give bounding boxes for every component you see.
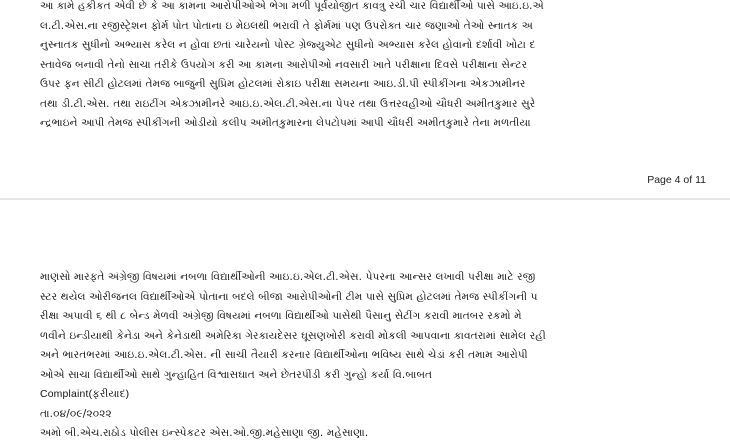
text-line: તથા ડી.ટી.એસ. તથા રાઇટીંગ એકઝામીનરે આઇ.ઇ.એલ.ટી.એસ.ના પેપર તથા ઉત્તરવહીઓ ચૌધરી અમીતકુમાર સુરે xyxy=(40,97,536,110)
text-line: ન્દ્રભાઇને આપી તેમજ સ્પીકીંગની ઓડીયો કલીપ અમીતકુમારના લેપટોપમાં આપી ચૌધરી અમીતકુમારે તેના મળતીયા xyxy=(40,117,531,129)
text-line: સ્તાવેજ બનાવી તેનો સાચા તરીકે ઉપયોગ કરી આ કામના આરોપીઓ નવસારી ખાતે પરીક્ષાના દિવસે પરીક્ષાના સેન્ટર xyxy=(40,58,528,71)
text-line: ઉપર ફન સીટી હોટલમાં તેમજ બાજુની સુપ્રિમ હોટલમાં રોકાઇ પરીક્ષા સમયના આઇ.ડી.પી સ્પીકીંગના એકઝામીનર xyxy=(40,78,526,90)
text-line: રીક્ષા અપાવી ૬ થી ૮ બેન્ડ મેળવી અંગ્રેજી વિષયમાં નબળા વિદ્યાર્થીઓ પાસેથી પૈસાનુ સેટીંગ કરાવી માતબર રકમો મે xyxy=(40,310,522,322)
fir-paragraph-bottom xyxy=(40,268,705,444)
text-line: આ કામે હકીકત એવી છે કે આ કામના આરોપીઓએ ભેગા મળી પૂર્વયોજીત કાવત્રુ રચી ચાર વિદ્યાર્થીઓ પાસે આઇ.ઇ.એ xyxy=(40,0,544,12)
text-line: સ્ટર થયેલ ઓરીજનલ વિદ્યાર્થીઓએ પોતાના બદલે બીજા આરોપીઓની ટીમ પાસે સુપ્રિમ હોટલમાં તેમજ સ્પીકીંગની પ xyxy=(40,290,538,303)
complaint-heading: Complaint(ફરીયાદ) xyxy=(40,389,130,400)
officer-statement: અમો બી.એચ.રાઠોડ પોલીસ ઇન્સ્પેકટર એસ.ઓ.જી.મહેસાણા જી. મહેસાણા. xyxy=(40,427,369,439)
document-page-4 xyxy=(0,0,730,198)
text-line: નુસ્નાતક સુધીનો અભ્યાસ કરેલ ન હોવા છતાં ચારેયનો પોસ્ટ ગ્રેજ્યુએટ સુધીનો અભ્યાસ કરેલ હોવાનો દર્શાવી ખોટા દ xyxy=(40,39,536,51)
fir-paragraph-top xyxy=(40,0,705,134)
page-number-footer: Page 4 of 11 xyxy=(647,174,706,186)
text-line: ળવીને ઇન્ડીયાથી કેનેડા અને કેનેડાથી અમેરિકા ગેરકાયદેસર ઘૂસણખોરી કરાવી મોકલી આપવાના કાવતરામાં સામેલ રહી xyxy=(40,329,546,342)
complaint-date: તા.૦૪/૦૯/૨૦૨૨ xyxy=(40,407,112,420)
text-line: ઓએ સાચા વિદ્યાર્થીઓ સાથે ગુન્હાહિત વિશ્વાસઘાત અને છેતરપીંડી કરી ગુન્હો કર્યા વિ.બાબત xyxy=(40,368,433,381)
text-line: માણસો મારફતે અંગ્રેજી વિષયમાં નબળા વિદ્યાર્થીઓની આઇ.ઇ.એલ.ટી.એસ. પેપરના આન્સર લખાવી પરીક્ષા માટે રજી xyxy=(40,271,536,283)
text-line: અને ભારતભરમાં આઇ.ઇ.એલ.ટી.એસ. ની સાચી તૈયારી કરનાર વિદ્યાર્થીઓના ભવિષ્ય સાથે ચેડાં કરી તમામ આરોપી xyxy=(40,349,528,361)
document-page-5 xyxy=(0,200,730,439)
text-line: લ.ટી.એસ.ના રજીસ્ટ્રેશન ફોર્મ પોત પોતાના ઇ મેઇલથી ભરાવી તે ફોર્મમાં પણ ઉપરોક્ત ચાર જણાઓ તેઓ સ્નાતક અ xyxy=(40,19,533,32)
